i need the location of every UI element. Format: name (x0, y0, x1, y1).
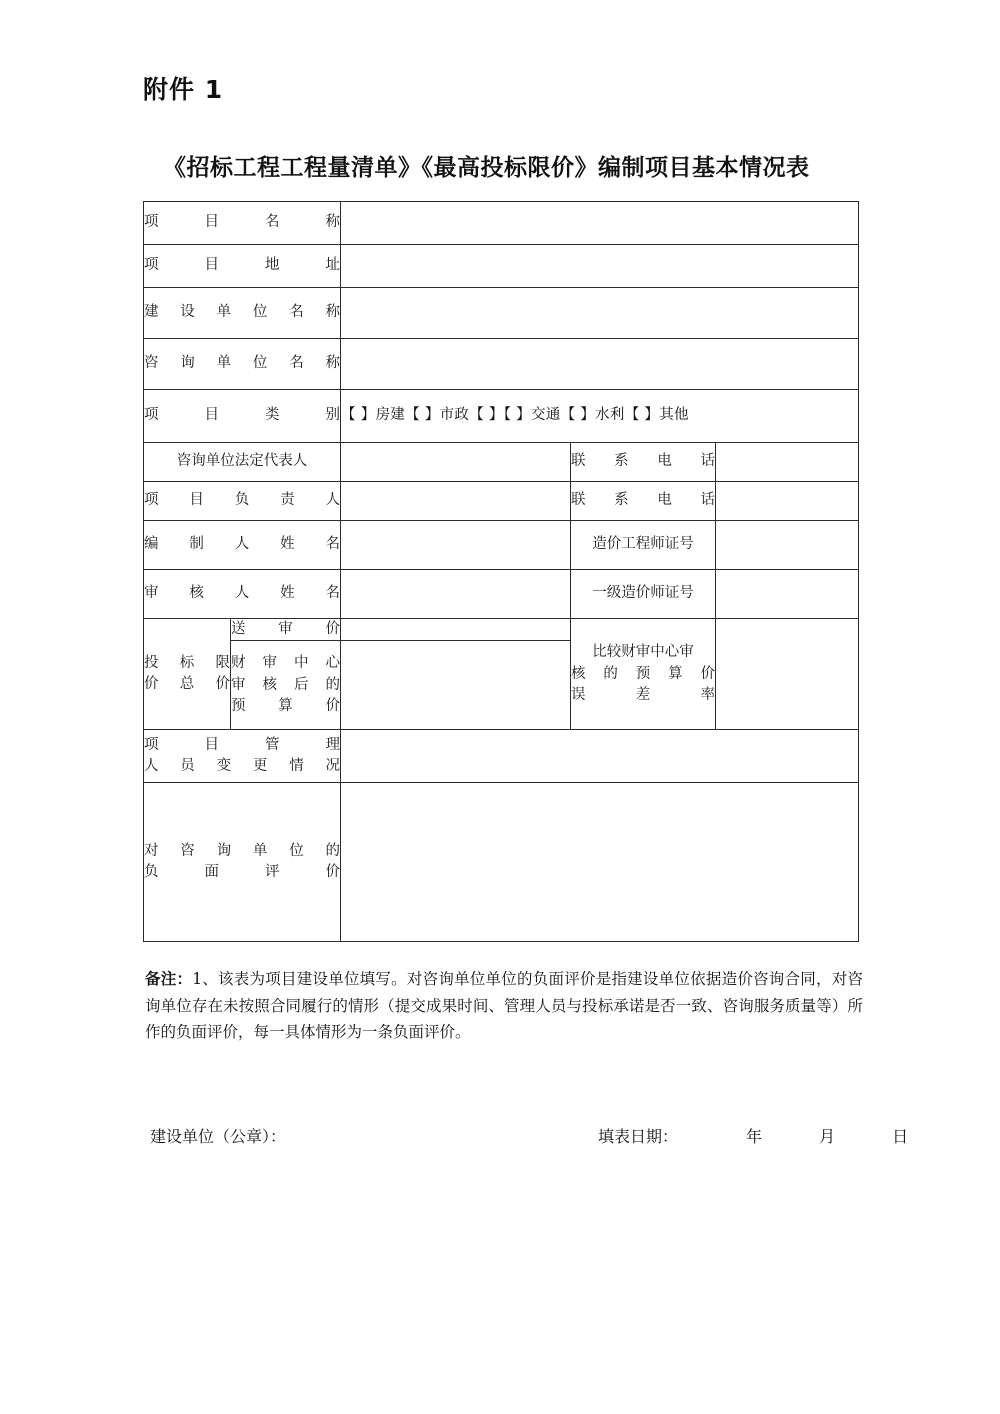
table-row (144, 730, 859, 783)
label-project-leader: 项目负责人 (144, 482, 341, 521)
label-consultant-unit-name: 咨询单位名称 (144, 339, 341, 390)
table-row (144, 521, 859, 570)
table-row (144, 570, 859, 619)
value-audited-budget-price[interactable] (341, 641, 571, 730)
value-contact-phone-1[interactable] (716, 443, 859, 482)
label-negative-evaluation: 对咨询单位的 负面评价 (144, 783, 341, 942)
label-audited-budget-price: 财审中心 审核后的 预算价 (231, 641, 341, 730)
remark-note (145, 966, 863, 1046)
value-consultant-unit-name[interactable] (341, 339, 859, 390)
value-cost-engineer-cert-no[interactable] (716, 521, 859, 570)
table-row (144, 245, 859, 288)
table-row (144, 288, 859, 339)
label-consultant-legal-rep: 咨询单位法定代表人 (144, 443, 341, 482)
label-owner-unit-name: 建设单位名称 (144, 288, 341, 339)
label-project-category: 项目类别 (144, 390, 341, 443)
label-level1-cost-engineer-cert-no: 一级造价师证号 (571, 570, 716, 619)
label-cost-engineer-cert-no: 造价工程师证号 (571, 521, 716, 570)
project-basic-info-table (143, 201, 859, 942)
attachment-label: 附件 1 (143, 75, 224, 104)
label-contact-phone-2: 联系电话 (571, 482, 716, 521)
project-category-checkbox-options[interactable]: 【 】房建【 】市政【 】【 】交通【 】水利【 】其他 (341, 390, 859, 443)
remark-body: 1、该表为项目建设单位填写。对咨询单位单位的负面评价是指建设单位依据造价咨询合同，对咨询单位存在未按照合同履行的情形（提交成果时间、管理人员与投标承诺是否一致、咨询服务质量等）所作的负面评价，每一具体情形为一条负面评价。 (145, 970, 863, 1042)
value-preparer-name[interactable] (341, 521, 571, 570)
date-year-month-day: 年 月 日 (746, 1127, 935, 1146)
value-owner-unit-name[interactable] (341, 288, 859, 339)
label-project-address: 项目地址 (144, 245, 341, 288)
document-title: 《招标工程工程量清单》《最高投标限价》编制项目基本情况表 (163, 154, 810, 181)
table-row (144, 202, 859, 245)
label-bid-limit-total: 投标限 价总价 (144, 619, 231, 730)
label-project-name: 项目名称 (144, 202, 341, 245)
label-staff-change: 项目管理 人员变更情况 (144, 730, 341, 783)
table-row (144, 783, 859, 942)
table-row (144, 339, 859, 390)
label-submitted-review-price: 送审价 (231, 619, 341, 641)
value-contact-phone-2[interactable] (716, 482, 859, 521)
value-project-address[interactable] (341, 245, 859, 288)
value-project-name[interactable] (341, 202, 859, 245)
table-row (144, 482, 859, 521)
remark-heading: 备注： (145, 969, 193, 988)
label-reviewer-name: 审核人姓名 (144, 570, 341, 619)
value-consultant-legal-rep[interactable] (341, 443, 571, 482)
value-budget-error-rate[interactable] (716, 619, 859, 730)
table-row (144, 619, 859, 641)
table-row (144, 443, 859, 482)
label-budget-error-rate: 比较财审中心审 核的预算价 误差率 (571, 619, 716, 730)
value-staff-change[interactable] (341, 730, 859, 783)
value-submitted-review-price[interactable] (341, 619, 571, 641)
owner-seal-label: 建设单位（公章）： (150, 1127, 287, 1146)
value-level1-cost-engineer-cert-no[interactable] (716, 570, 859, 619)
value-reviewer-name[interactable] (341, 570, 571, 619)
value-negative-evaluation[interactable] (341, 783, 859, 942)
label-contact-phone-1: 联系电话 (571, 443, 716, 482)
value-project-leader[interactable] (341, 482, 571, 521)
table-row (144, 390, 859, 443)
fill-date-label: 填表日期： (598, 1127, 679, 1146)
label-preparer-name: 编制人姓名 (144, 521, 341, 570)
